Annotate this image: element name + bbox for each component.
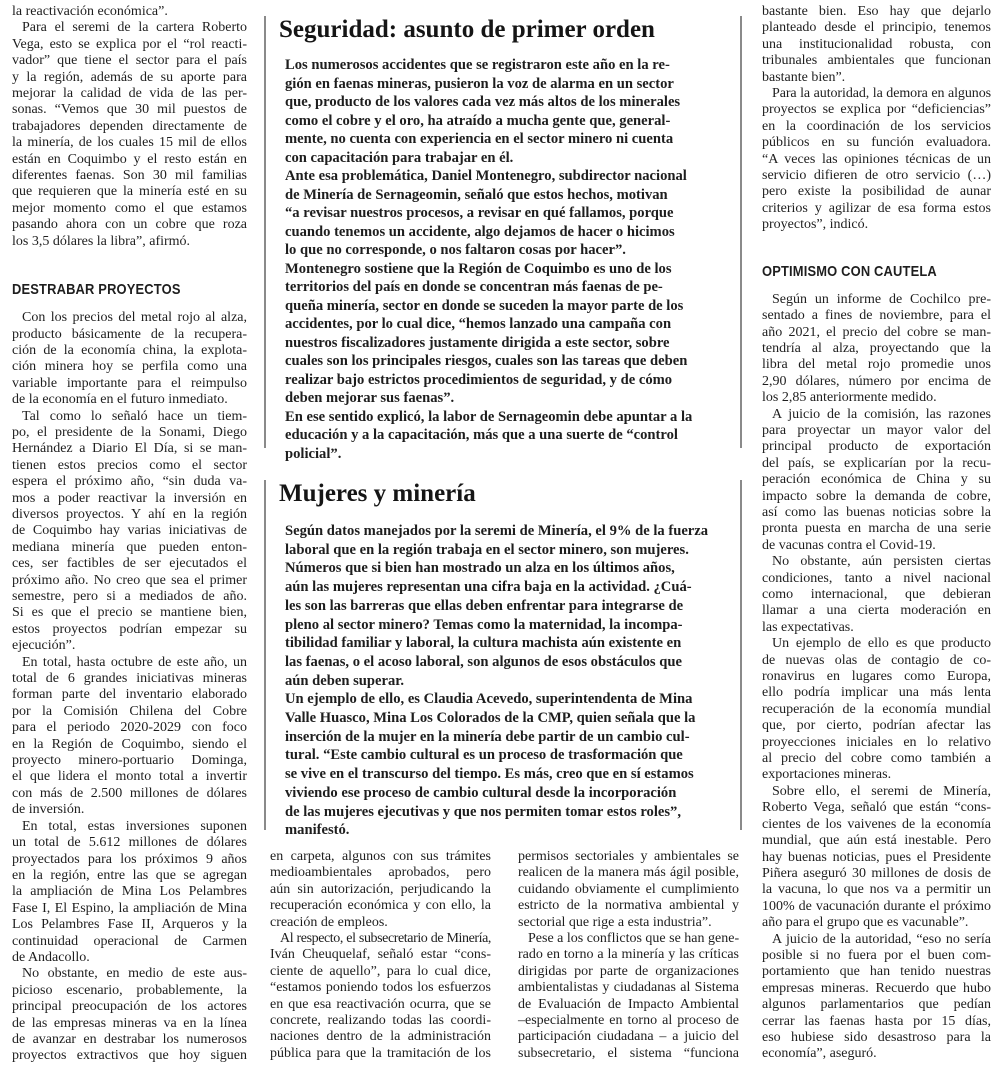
- box-body: [285, 522, 733, 840]
- text-line: proyectos”, indicó.: [762, 217, 869, 233]
- text-line: por la Comisión Chilena del Cobre: [12, 703, 247, 719]
- text-line: en la Región de Coquimbo, siendo el: [12, 736, 247, 752]
- text-line: Sobre ello, el seremi de Minería,: [772, 783, 991, 799]
- text-line: que, producto de los valores cada vez más altos de los minerales: [285, 94, 681, 110]
- paragraph: [285, 690, 733, 840]
- text-line: semestre, pero si a mediados de año.: [12, 589, 247, 604]
- paragraph: [762, 407, 991, 555]
- text-line: aún sin autorización, perjudicando la: [270, 881, 491, 897]
- text-line: ciente de aquello”, para lo cual dice,: [270, 963, 491, 979]
- text-line: se vive en el transcurso del tiempo. Es más, creo que en sí estamos: [285, 766, 694, 783]
- text-line: ejecución”.: [12, 638, 76, 654]
- text-line: mente, no cuenta con experiencia en el sector minero ni cuenta: [285, 131, 674, 147]
- text-line: de las empresas mineras va en la línea: [12, 1015, 247, 1031]
- text-line: con capacitación para trabajar en él.: [285, 149, 514, 166]
- text-line: las faenas, o el acoso laboral, son algunos de esos obstáculos que: [285, 653, 682, 670]
- text-line: estricto de la normativa ambiental y: [518, 898, 739, 914]
- text-line: Piñera aseguró 30 millones de dosis de: [762, 865, 991, 881]
- text-line: participación ciudadana – a juicio del: [518, 1029, 739, 1045]
- text-line: medioambientales aprobados, pero: [270, 865, 491, 881]
- text-line: en la coordinación de los servicios: [762, 118, 991, 134]
- text-line: los 3,5 dólares la libra”, afirmó.: [12, 233, 191, 249]
- text-line: próximo año. No creo que sea el primer: [12, 572, 247, 588]
- text-line: Los Pelambres Fase II, Arqueros y la: [12, 917, 247, 933]
- text-line: para proyectar un mayor valor del: [762, 422, 991, 438]
- text-line: –especialmente en torno al proceso de: [518, 1013, 739, 1029]
- text-line: ción minera hoy se perfila como una: [12, 359, 247, 375]
- text-line: pasando ahora con un cobre que roza: [12, 217, 247, 233]
- section-heading: OPTIMISMO CON CAUTELA: [762, 262, 937, 280]
- text-line: trabajadores dependen directamente de: [12, 118, 247, 134]
- paragraph: [285, 408, 733, 464]
- paragraph: [762, 784, 991, 932]
- sidebar-box-seguridad: [264, 16, 742, 462]
- text-line: la minería, de los cuales 15 mil de ellos: [12, 135, 247, 151]
- text-line: algunos parlamentarios que pedían: [762, 997, 991, 1013]
- text-line: queña minería, sector en donde se suceden la mayor parte de los: [285, 297, 684, 314]
- text-line: gión en faenas mineras, pusieron la voz de alarma en un sector: [285, 75, 674, 92]
- text-line: concrete, realizando todas las coordi-: [270, 1013, 491, 1029]
- text-line: principal producto de exportación: [762, 439, 991, 455]
- box-body: [285, 56, 733, 463]
- paragraph: [518, 931, 739, 1062]
- text-line: un total de 5.612 millones de dólares: [12, 835, 247, 851]
- text-line: exportaciones mineras.: [762, 767, 892, 783]
- text-line: En total, hasta octubre de este año, un: [22, 654, 247, 670]
- paragraph: [762, 554, 991, 636]
- text-line: hay buenas noticias, pues el Presidente: [762, 849, 991, 865]
- text-line: espera el próximo año, “sin duda va-: [12, 474, 247, 490]
- text-line: de Minería de Sernageomin, señaló que estos hechos, motivan: [285, 186, 668, 203]
- text-line: creación de empleos.: [270, 914, 388, 930]
- text-line: viviendo ese proceso de cambio cultural desde la incorporación: [285, 784, 677, 801]
- text-line: No obstante, aún persisten ciertas: [772, 554, 991, 570]
- text-line: cuando tenemos un accidente, algo dejamos de hacer o hicimos: [285, 223, 675, 240]
- text-line: en la región, entre las que se agregan: [12, 867, 247, 883]
- text-line: con más de 2.500 millones de dólares: [12, 785, 247, 801]
- paragraph: [12, 20, 247, 250]
- text-line: en carpeta, algunos con sus trámites: [270, 849, 491, 864]
- text-line: mos a poder reactivar la inversión en: [12, 490, 247, 506]
- text-line: al precio del cobre como también a: [762, 751, 991, 767]
- paragraph: [285, 56, 733, 167]
- text-line: pleno al sector minero? Temas como la maternidad, la incompa-: [285, 616, 683, 633]
- text-line: los 2,85 anteriormente medido.: [762, 390, 937, 406]
- text-line: servicio difieren de otro servicio (…): [762, 168, 991, 184]
- text-line: criterios y agilizar de esa forma estos: [762, 200, 991, 216]
- paragraph: [762, 292, 991, 407]
- text-line: Con los precios del metal rojo al alza,: [22, 310, 247, 326]
- text-line: tienen estos precios como el sector: [12, 457, 247, 473]
- text-line: que requieren que la minería esté en su: [12, 184, 247, 200]
- paragraph: [270, 849, 491, 931]
- text-line: permisos sectoriales y ambientales se: [518, 849, 739, 864]
- text-line: Al respecto, el subsecretario de Minería,: [280, 931, 491, 947]
- text-line: libra del metal rojo promedie unos: [762, 357, 991, 373]
- text-line: accidentes, por lo cual dice, “hemos lanzado una campaña con: [285, 316, 672, 332]
- text-line: condiciones, tanto a nivel nacional: [762, 570, 991, 586]
- text-line: Los numerosos accidentes que se registraron este año en la re-: [285, 57, 670, 73]
- text-line: 2,90 dólares, número por encima de: [762, 373, 991, 389]
- text-line: aún las mujeres representan una cifra baja en la actividad. ¿Cuá-: [285, 579, 692, 596]
- text-line: ces, ser factibles de ser ejecutados el: [12, 556, 247, 572]
- text-line: Un ejemplo de ello, es Claudia Acevedo, superintendenta de Mina: [285, 691, 693, 708]
- paragraph: [12, 655, 247, 819]
- text-line: tribunales ambientales que funcionan: [762, 53, 991, 69]
- text-line: 100% de vacunación durante el próximo: [762, 898, 991, 914]
- text-line: Un ejemplo de ello es que producto: [772, 636, 991, 652]
- text-line: planteado desde el principio, tenemos: [762, 20, 991, 36]
- text-line: rado en torno a la minería y las críticas: [518, 947, 739, 963]
- text-line: recuperación económica y con ello, la: [270, 898, 491, 914]
- text-line: como el cobre y el oro, ha atraído a mucha gente que, general-: [285, 112, 671, 129]
- text-line: Vega, esto se explica por el “rol reacti-: [12, 36, 247, 52]
- text-line: para el periodo 2020-2029 con foco: [12, 720, 247, 736]
- text-line: año 2021, el precio del cobre se man-: [762, 324, 991, 340]
- text-line: Si es que el precio se mantiene bien,: [12, 605, 247, 621]
- text-line: una institucionalidad robusta, con: [762, 36, 991, 52]
- text-line: proyecciones iniciales en lo relativo: [762, 734, 991, 750]
- box-title: Mujeres y minería: [279, 480, 476, 507]
- text-line: en que esa reactivación ocurra, que se: [270, 996, 491, 1012]
- text-line: tibilidad familiar y laboral, la cultura machista aún existente en: [285, 635, 682, 652]
- text-line: realizar bajo estrictos procedimientos de seguridad, y de cómo: [285, 371, 673, 388]
- text-line: de inversión.: [12, 802, 85, 818]
- text-line: economía”, aseguró.: [762, 1046, 877, 1062]
- text-line: Tal como lo señaló hace un tiem-: [22, 408, 247, 424]
- text-line: po, el presidente de la Sonami, Diego: [12, 424, 247, 440]
- text-line: producto básicamente de la recupera-: [12, 326, 247, 342]
- text-line: Roberto Vega, señaló que están “cons-: [762, 800, 991, 816]
- text-line: eso hubiese sido desastroso para la: [762, 1029, 991, 1045]
- right-article-column: [762, 4, 991, 1063]
- text-line: impacto sobre la demanda de cobre,: [762, 488, 991, 504]
- text-line: están en Coquimbo y el resto están en: [12, 151, 247, 167]
- text-line: aún deben superar.: [285, 672, 405, 689]
- text-line: nuestros fiscalizadores justamente dirigida a este sector, sobre: [285, 334, 670, 351]
- text-line: forman parte del inventario elaborado: [12, 687, 247, 703]
- bottom-article-column-1: [270, 849, 491, 1062]
- text-line: mundial, que aún está inestable. Pero: [762, 833, 991, 849]
- text-line: deben mejorar sus faenas”.: [285, 390, 455, 406]
- sidebar-box-mujeres: [264, 480, 742, 839]
- text-line: de Coquimbo hay varias iniciativas de: [12, 523, 247, 539]
- text-line: públicos en su función evaluadora.: [762, 135, 991, 151]
- text-line: posible si no fuera por el buen com-: [762, 947, 991, 963]
- text-line: las expectativas.: [762, 619, 854, 635]
- text-line: “a revisar nuestros procesos, a revisar en qué fallamos, porque: [285, 205, 674, 221]
- text-line: territorios del país en donde se concentran más faenas de pe-: [285, 279, 663, 295]
- paragraph: [12, 819, 247, 967]
- text-line: A juicio de la comisión, las razones: [772, 406, 991, 422]
- text-line: estos proyectos podrían empezar su: [12, 621, 247, 637]
- text-line: empresas mineras. Recuerdo que hubo: [762, 980, 991, 996]
- text-line: Fase I, El Espino, la ampliación de Mina: [12, 900, 247, 916]
- text-line: de avanzar en destrabar los numerosos: [12, 1031, 247, 1047]
- text-line: bastante bien”.: [762, 69, 846, 85]
- text-line: pero existe la posibilidad de aunar: [762, 184, 991, 200]
- text-line: sectorial que rige a esta industria”.: [518, 914, 712, 930]
- text-line: ello podría implicar una más lenta: [762, 685, 991, 701]
- text-line: Iván Cheuquelaf, señaló estar “cons-: [270, 947, 491, 963]
- text-line: Hernández a Diario El Día, si se man-: [12, 441, 247, 457]
- text-line: “A veces las opiniones técnicas de un: [762, 151, 991, 167]
- text-line: laboral que en la región trabaja en el sector minero, son mujeres.: [285, 541, 689, 558]
- left-article-column: [12, 4, 247, 1065]
- text-line: sentado a fines de noviembre, para el: [762, 308, 991, 324]
- text-line: tural. “Este cambio cultural es un proceso de trasformación que: [285, 747, 683, 764]
- text-line: picioso escenario, probablemente, la: [12, 982, 247, 998]
- text-line: Para el seremi de la cartera Roberto: [22, 20, 247, 36]
- text-line: En ese sentido explicó, la labor de Sernageomin debe apuntar a la: [285, 408, 693, 425]
- text-line: pronta puesta en marcha de una serie: [762, 521, 991, 537]
- text-line: diversos proyectos. Y ahí en la región: [12, 506, 247, 522]
- text-line: de la economía en el futuro inmediato.: [12, 392, 228, 408]
- paragraph: [12, 409, 247, 655]
- paragraph: [12, 966, 247, 1064]
- text-line: principal preocupación de los actores: [12, 999, 247, 1015]
- text-line: proyectados para los próximos 9 años: [12, 851, 247, 867]
- text-line: Pese a los conflictos que se han gene-: [528, 931, 740, 947]
- text-line: mediana minería que pueden enton-: [12, 539, 247, 555]
- text-line: portamiento que han tenido nuestras: [762, 964, 991, 980]
- text-line: de las mujeres ejecutivas y que nos permiten tomar estos roles”,: [285, 803, 682, 820]
- text-line: llamar a una cierta moderación en: [762, 603, 991, 619]
- text-line: Según datos manejados por la seremi de Minería, el 9% de la fuerza: [285, 523, 709, 539]
- bottom-article-column-2: [518, 849, 739, 1062]
- paragraph: [12, 310, 247, 408]
- text-line: diferentes faenas. Son 30 mil familias: [12, 168, 247, 184]
- text-line: A juicio de la autoridad, “eso no sería: [772, 931, 991, 947]
- paragraph: [285, 260, 733, 408]
- paragraph: [270, 931, 491, 1062]
- text-line: realicen de la manera más ágil posible,: [518, 865, 739, 881]
- text-line: continuidad operacional de Carmen: [12, 933, 247, 949]
- paragraph: [762, 636, 991, 784]
- text-line: Montenegro sostiene que la Región de Coquimbo es uno de los: [285, 260, 672, 277]
- text-line: vador” que tiene el sector para el país: [12, 53, 247, 69]
- text-line: tendría al alza, proyectando que la: [762, 340, 991, 356]
- text-line: año para el grupo que es vacunable”.: [762, 915, 969, 931]
- text-line: educación y a la capacitación, más que a una suerte de “control: [285, 427, 678, 443]
- text-line: de nuevas olas de contagio de co-: [762, 652, 991, 668]
- text-line: del país, se explicarían por la recu-: [762, 455, 991, 471]
- paragraph: [12, 4, 247, 20]
- text-line: Según un informe de Cochilco pre-: [772, 291, 991, 307]
- text-line: les son las barreras que ellas deben enfrentar para integrarse de: [285, 597, 684, 614]
- text-line: como internacional, que debieran: [762, 587, 991, 602]
- text-line: sonas. “Vemos que 30 mil puestos de: [12, 102, 247, 118]
- text-line: bastante bien. Eso hay que dejarlo: [762, 4, 991, 19]
- text-line: la vacuna, lo que nos va a permitir un: [762, 882, 991, 898]
- text-line: dirigidas por parte de organizaciones: [518, 963, 739, 979]
- text-line: Valle Huasco, Mina Los Colorados de la CMP, quien señala que la: [285, 710, 696, 727]
- text-line: manifestó.: [285, 822, 350, 839]
- paragraph: [285, 522, 733, 690]
- text-line: de Andacollo.: [12, 949, 90, 965]
- text-line: la reactivación económica”.: [12, 4, 168, 19]
- text-line: variable importante para el reimpulso: [12, 375, 247, 391]
- text-line: pública para que la tramitación de los: [270, 1045, 491, 1061]
- text-line: recuperación de la economía mundial: [762, 701, 991, 717]
- text-line: mejorar la calidad de vida de las per-: [12, 86, 247, 102]
- paragraph: [285, 167, 733, 260]
- text-line: así como las buenas noticias sobre la: [762, 504, 991, 520]
- text-line: cerrar las faenas hasta por 15 días,: [762, 1013, 991, 1029]
- text-line: cientes de los vaivenes de la economía: [762, 816, 991, 832]
- text-line: mejor momento como el que estamos: [12, 200, 247, 216]
- text-line: que, por cierto, podrían afectar las: [762, 718, 991, 734]
- text-line: total de 6 grandes iniciativas mineras: [12, 671, 247, 687]
- text-line: ambientalistas y ciudadanas al Sistema: [518, 980, 739, 996]
- text-line: subsecretario, el sistema “funciona: [518, 1045, 739, 1061]
- text-line: “estamos poniendo todos los esfuerzos: [270, 980, 491, 996]
- box-title: Seguridad: asunto de primer orden: [279, 16, 655, 43]
- text-line: lo que no corresponde, o nos faltaron cosas por hacer”.: [285, 242, 626, 258]
- text-line: proyecto minero-portuario Dominga,: [12, 753, 247, 769]
- text-line: de Evaluación de Impacto Ambiental: [518, 996, 739, 1012]
- text-line: peración económica de China y su: [762, 472, 991, 488]
- text-line: Números que si bien han mostrado un alza en los últimos años,: [285, 560, 675, 577]
- text-line: En total, estas inversiones suponen: [22, 818, 247, 834]
- text-line: y la región, además de su aporte para: [12, 69, 247, 85]
- text-line: policial”.: [285, 445, 342, 462]
- text-line: de vacunas contra el Covid-19.: [762, 537, 936, 553]
- paragraph: [762, 932, 991, 1063]
- text-line: cuidando obviamente el cumplimiento: [518, 881, 739, 897]
- text-line: la ampliación de Mina Los Pelambres: [12, 884, 247, 900]
- text-line: el que lidera el monto total a invertir: [12, 769, 247, 785]
- text-line: naciones dentro de la administración: [270, 1029, 491, 1045]
- text-line: Ante esa problemática, Daniel Montenegro, subdirector nacional: [285, 168, 687, 184]
- text-line: inserción de la mujer en la minería debe partir de un cambio cul-: [285, 728, 690, 745]
- text-line: Para la autoridad, la demora en algunos: [772, 86, 991, 102]
- paragraph: [762, 4, 991, 86]
- text-line: ción de la economía china, la explota-: [12, 342, 247, 358]
- text-line: ronavirus en lugares como Europa,: [762, 669, 991, 685]
- text-line: No obstante, en medio de este aus-: [22, 966, 247, 982]
- paragraph: [762, 86, 991, 234]
- section-heading: DESTRABAR PROYECTOS: [12, 281, 181, 299]
- text-line: cuales son los principales riesgos, cuales son las tareas que deben: [285, 353, 688, 369]
- text-line: proyectos se explica por “deficiencias”: [762, 102, 991, 118]
- text-line: proyectos extractivos que hoy siguen: [12, 1048, 247, 1064]
- paragraph: [518, 849, 739, 931]
